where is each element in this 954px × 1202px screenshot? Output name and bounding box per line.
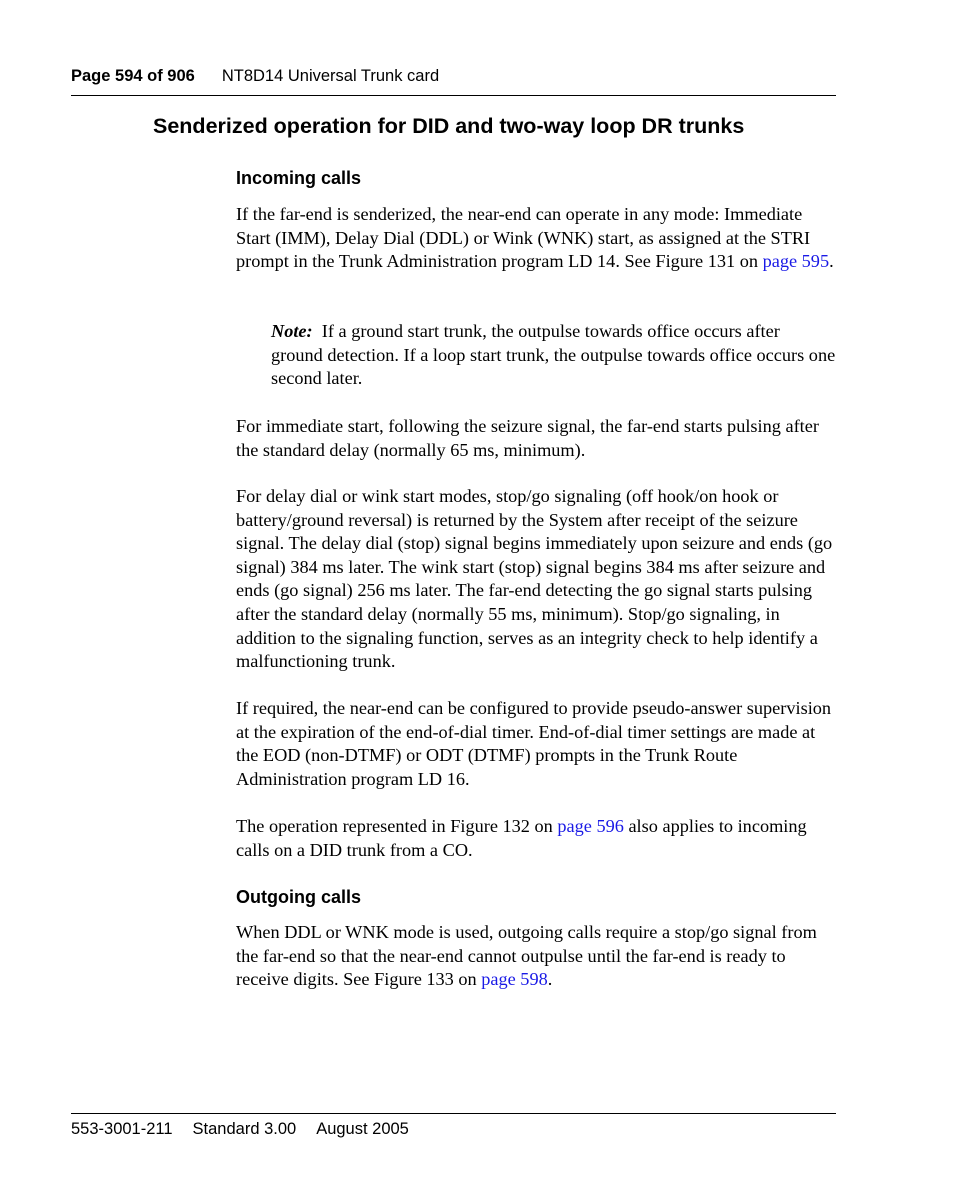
paragraph-end: also applies to incoming calls on a DID trunk from a CO. [236, 816, 807, 860]
paragraph-delay-wink: For delay dial or wink start modes, stop/go signaling (off hook/on hook or battery/ground reversal) is returned by the System after receipt of the seizure signal. The delay dial (stop) signal begins immediately upon seizure and ends (go signal) 384 ms later. The wink start (stop) signal begins 384 ms after seizure and ends (go signal) 256 ms later. The far-end detecting the go signal starts pulsing after the standard delay (normally 55 ms, minimum). Stop/go signaling, in addition to the signaling function, serves as an integrity check to help identify a malfunctioning trunk. [236, 486, 833, 672]
page-footer [71, 1119, 409, 1139]
footer-rule [71, 1113, 836, 1114]
link-page-596[interactable]: page 596 [557, 816, 624, 836]
paragraph-text: If the far-end is senderized, the near-end can operate in any mode: Immediate Start (IMM), Delay Dial (DDL) or Wink (WNK) start, as assigned at the STRI prompt in the Trunk Administration program LD 14. See Figure 131 on [236, 204, 811, 272]
footer-doc-number: 553-3001-211 [71, 1120, 173, 1138]
paragraph-immediate-start: For immediate start, following the seizure signal, the far-end starts pulsing after the standard delay (normally 65 ms, minimum). [236, 416, 819, 460]
heading-outgoing-calls: Outgoing calls [236, 887, 362, 907]
paragraph-end: . [829, 251, 834, 272]
note-text: If a ground start trunk, the outpulse towards office occurs after ground detection. If a loop start trunk, the outpulse towards office occurs one second later. [271, 321, 836, 389]
paragraph-end: . [547, 969, 553, 990]
paragraph-outgoing [236, 921, 836, 992]
note-paragraph [271, 320, 836, 391]
page-number: Page 594 of 906 [71, 67, 195, 85]
paragraph-pseudo-answer: If required, the near-end can be configured to provide pseudo-answer supervision at the expiration of the end-of-dial timer. End-of-dial timer settings are made at the EOD (non-DTMF) or ODT (DTMF) prompts in the Trunk Route Administration program LD 16. [236, 698, 832, 789]
heading-incoming-calls: Incoming calls [236, 168, 362, 188]
paragraph-text: When DDL or WNK mode is used, outgoing calls require a stop/go signal from the far-end so that the near-end cannot outpulse until the far-end is ready to receive digits. See Figure 133 on [236, 922, 817, 990]
footer-standard: Standard 3.00 [192, 1120, 297, 1138]
paragraph-did-trunk [236, 815, 836, 862]
footer-date: August 2005 [316, 1120, 409, 1138]
note-label: Note: [271, 321, 313, 341]
paragraph-incoming-modes [236, 203, 836, 274]
header-rule [71, 95, 836, 96]
link-page-598[interactable]: page 598 [481, 969, 548, 990]
link-page-595[interactable]: page 595 [762, 251, 830, 272]
document-title: NT8D14 Universal Trunk card [221, 67, 440, 85]
page-header [71, 66, 835, 86]
paragraph-text: The operation represented in Figure 132 on [236, 816, 558, 836]
section-title: Senderized operation for DID and two-way loop DR trunks [153, 114, 745, 138]
